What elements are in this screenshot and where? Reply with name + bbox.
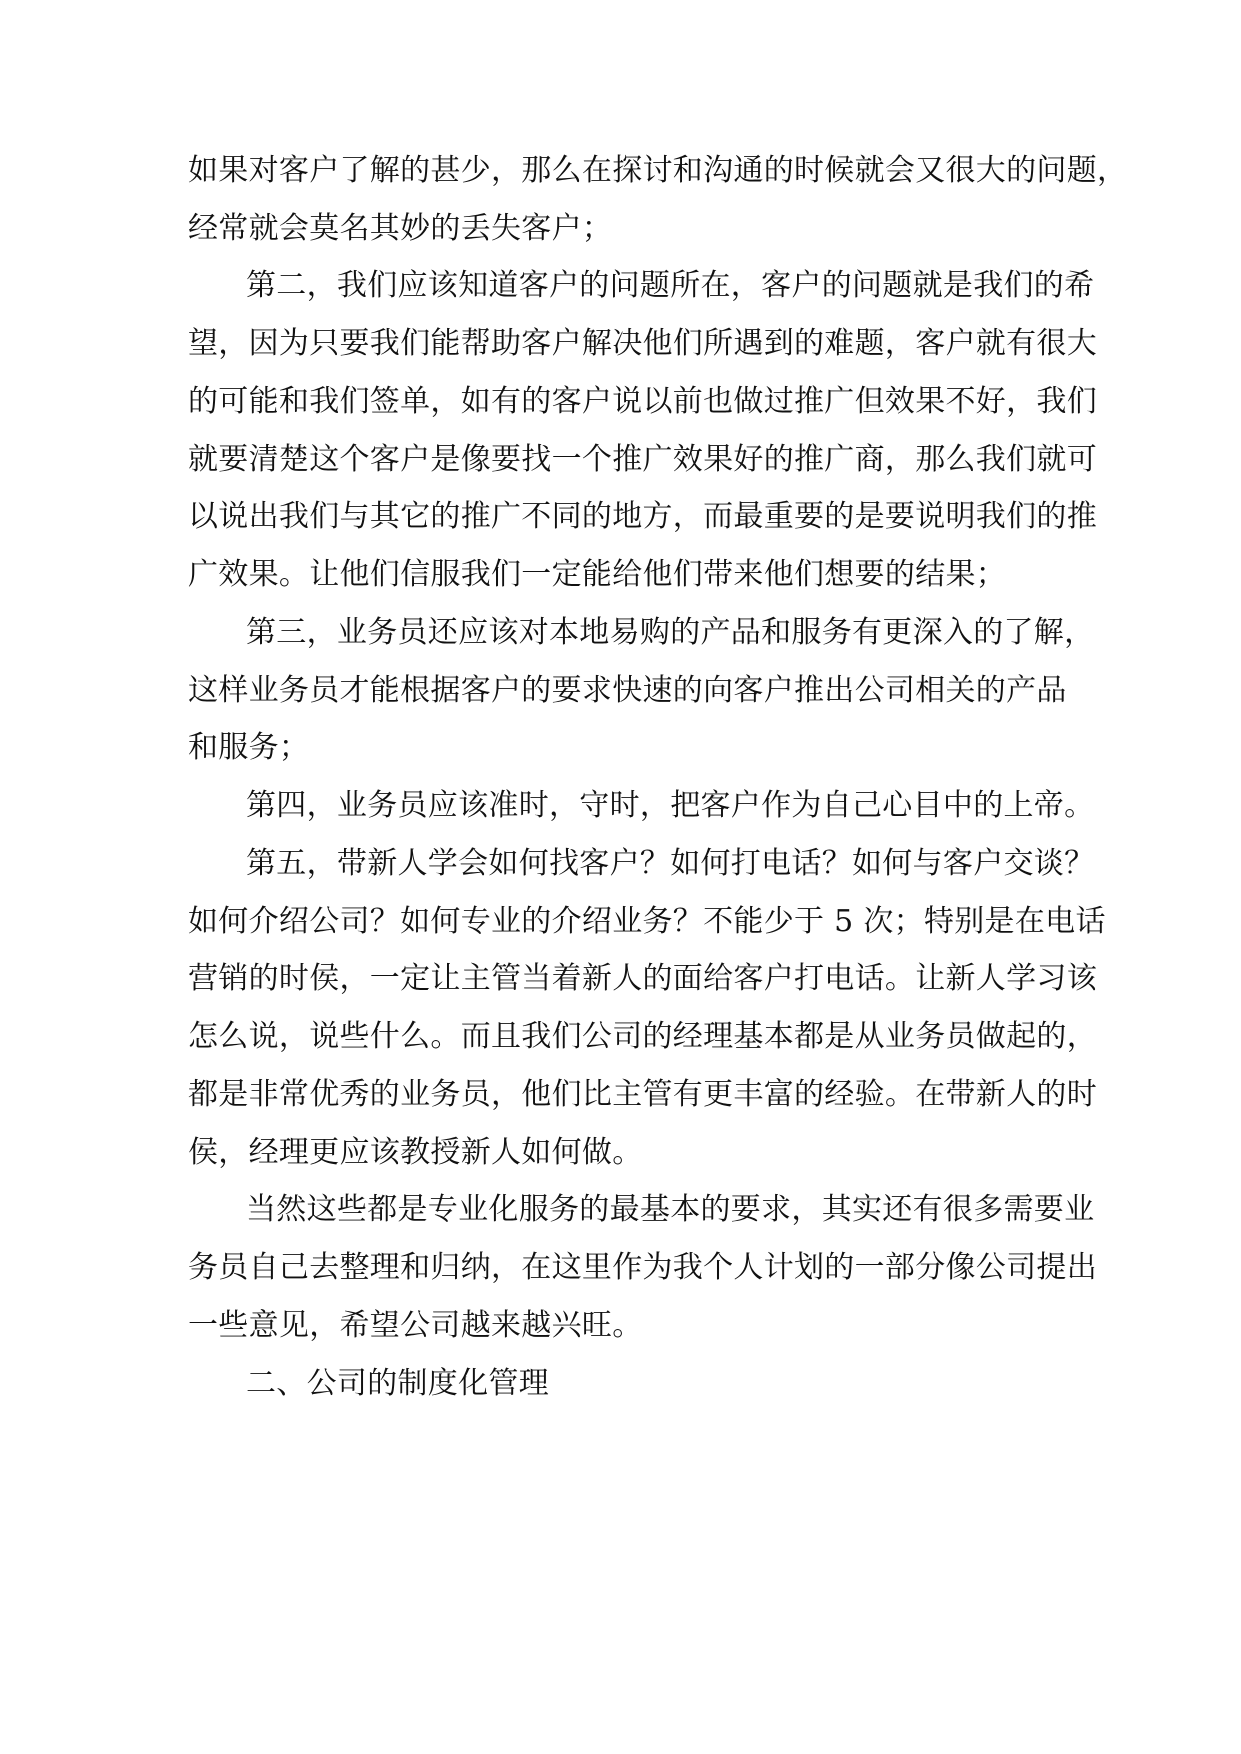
text-line: 一些意见，希望公司越来越兴旺。	[188, 1308, 643, 1343]
text-line: 的可能和我们签单，如有的客户说以前也做过推广但效果不好，我们	[188, 384, 1097, 419]
text-line: 务员自己去整理和归纳，在这里作为我个人计划的一部分像公司提出	[188, 1250, 1097, 1285]
text-line: 经常就会莫名其妙的丢失客户；	[188, 211, 613, 246]
text-line: 这样业务员才能根据客户的要求快速的向客户推出公司相关的产品	[188, 673, 1067, 708]
paragraph-start-line: 第二，我们应该知道客户的问题所在，客户的问题就是我们的希	[246, 268, 1095, 303]
text-line: 如果对客户了解的甚少，那么在探讨和沟通的时候就会又很大的问题，	[188, 153, 1128, 188]
text-line: 都是非常优秀的业务员，他们比主管有更丰富的经验。在带新人的时	[188, 1077, 1097, 1112]
paragraph-start-line: 第五，带新人学会如何找客户？如何打电话？如何与客户交谈？	[246, 846, 1095, 881]
section-heading: 二、公司的制度化管理	[246, 1366, 549, 1401]
text-line: 如何介绍公司？如何专业的介绍业务？不能少于 5 次；特别是在电话	[188, 904, 1106, 939]
text-line: 营销的时侯，一定让主管当着新人的面给客户打电话。让新人学习该	[188, 961, 1097, 996]
text-line: 广效果。让他们信服我们一定能给他们带来他们想要的结果；	[188, 557, 1007, 592]
paragraph-start-line: 第三，业务员还应该对本地易购的产品和服务有更深入的了解，	[246, 615, 1095, 650]
text-line: 就要清楚这个客户是像要找一个推广效果好的推广商，那么我们就可	[188, 442, 1097, 477]
text-line: 怎么说，说些什么。而且我们公司的经理基本都是从业务员做起的，	[188, 1019, 1097, 1054]
paragraph-start-line: 第四，业务员应该准时，守时，把客户作为自己心目中的上帝。	[246, 788, 1095, 823]
text-line: 和服务；	[188, 730, 310, 765]
text-line: 望，因为只要我们能帮助客户解决他们所遇到的难题，客户就有很大	[188, 326, 1097, 361]
text-line: 侯，经理更应该教授新人如何做。	[188, 1135, 643, 1170]
text-line: 以说出我们与其它的推广不同的地方，而最重要的是要说明我们的推	[188, 499, 1097, 534]
paragraph-start-line: 当然这些都是专业化服务的最基本的要求，其实还有很多需要业	[246, 1192, 1095, 1227]
